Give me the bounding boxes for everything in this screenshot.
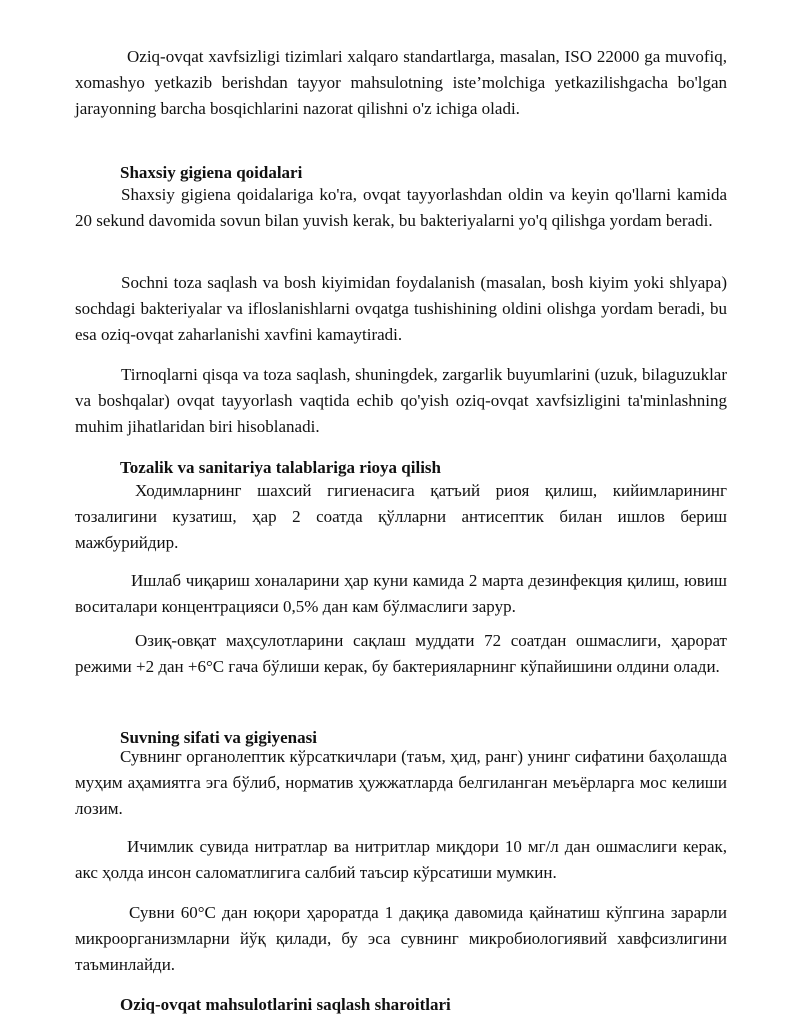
paragraph-hair-hygiene: Sochni toza saqlash va bosh kiyimidan foydalanish (masalan, bosh kiyim yoki shlyapa) sochdagi bakteriyalar va ifloslanishlarni ovqatga tushishining oldini olishga yordam beradi, bu esa oziq-ovqat zaharlanishi xavfini kamaytiradi. — [75, 273, 727, 344]
paragraph-nails-jewelry: Tirnoqlarni qisqa va toza saqlash, shuningdek, zargarlik buyumlarini (uzuk, bilaguzuklar va boshqalar) ovqat tayyorlash vaqtida echib qo'yish oziq-ovqat xavfsizligini ta'minlashning muhim jihatlaridan biri hisoblanadi. — [75, 365, 727, 436]
paragraph-staff-hygiene: Ходимларнинг шахсий гигиенасига қатъий риоя қилиш, кийимларининг тозалигини кузатиш, ҳар 2 соатда қўлларни антисептик билан ишлов бериш мажбурийдир. — [75, 481, 727, 552]
paragraph-boiling-water: Сувни 60°C дан юқори ҳароратда 1 дақиқа давомида қайнатиш кўпгина зарарли микроорганизмларни йўқ қилади, бу эса сувнинг микробиологиявий хавфсизлигини таъминлайди. — [75, 903, 727, 974]
heading-storage-conditions: Oziq-ovqat mahsulotlarini saqlash sharoitlari — [120, 995, 451, 1014]
heading-water-quality: Suvning sifati va gigiyenasi — [120, 728, 317, 747]
paragraph-water-organoleptic: Сувнинг органолептик кўрсаткичлари (таъм, ҳид, ранг) унинг сифатини баҳолашда муҳим аҳамиятга эга бўлиб, норматив ҳужжатларда белгиланган меъёрларга мос келиши лозим. — [75, 747, 727, 818]
paragraph-nitrates: Ичимлик сувида нитратлар ва нитритлар миқдори 10 мг/л дан ошмаслиги керак, акс ҳолда инсон саломатлигига салбий таъсир кўрсатиши мумкин. — [75, 837, 727, 882]
paragraph-storage-temperature: Озиқ-овқат маҳсулотларини сақлаш муддати 72 соатдан ошмаслиги, ҳарорат режими +2 дан +6°C гача бўлиши керак, бу бактерияларнинг кўпайишини олдини олади. — [75, 631, 727, 676]
heading-personal-hygiene: Shaxsiy gigiena qoidalari — [120, 163, 303, 182]
heading-sanitary-requirements: Tozalik va sanitariya talablariga rioya qilish — [120, 458, 441, 477]
paragraph-disinfection: Ишлаб чиқариш хоналарини ҳар куни камида 2 марта дезинфекция қилиш, ювиш воситалари концентрацияси 0,5% дан кам бўлмаслиги зарур. — [75, 571, 727, 616]
paragraph-iso-22000: Oziq-ovqat xavfsizligi tizimlari xalqaro standartlarga, masalan, ISO 22000 ga muvofiq, xomashyo yetkazib berishdan tayyor mahsulotning iste’molchiga yetkazilishgacha bo'lgan jarayonning barcha bosqichlarini nazorat qilishni o'z ichiga oladi. — [75, 47, 727, 118]
paragraph-hand-washing: Shaxsiy gigiena qoidalariga ko'ra, ovqat tayyorlashdan oldin va keyin qo'llarni kamida 20 sekund davomida sovun bilan yuvish kerak, bu bakteriyalarni yo'q qilishga yordam beradi. — [75, 185, 727, 230]
